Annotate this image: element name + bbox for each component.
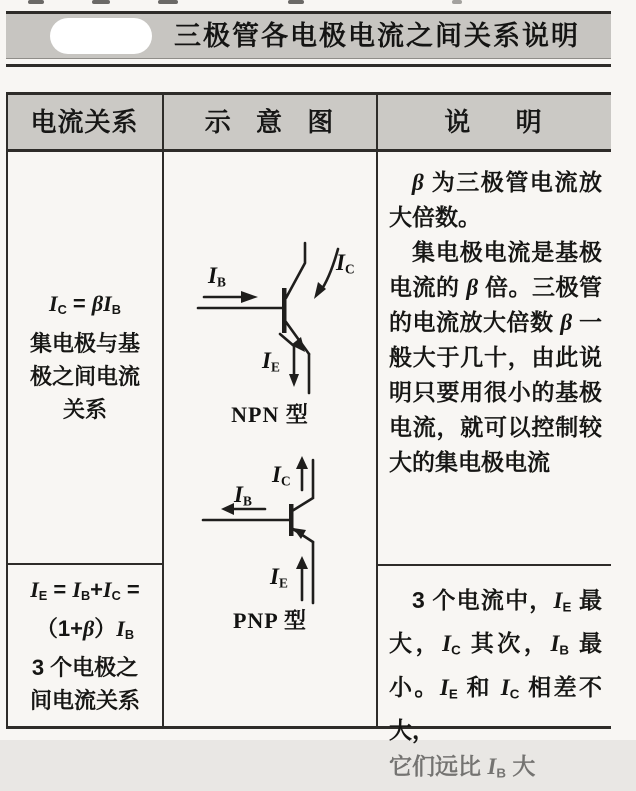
- page-title: 三极管各电极电流之间关系说明: [174, 21, 580, 51]
- relation-caption-line: 极之间电流: [29, 363, 140, 389]
- cell-explanation-row1: [389, 152, 602, 574]
- relation-caption-line: 间电流关系: [29, 688, 140, 714]
- pnp-ie-label: IE: [270, 564, 288, 591]
- pnp-ib-label: IB: [234, 482, 252, 509]
- title-band: [6, 14, 611, 59]
- formula-ic-beta-ib: IC = βIB: [49, 291, 121, 318]
- npn-ic-label: IC: [336, 250, 355, 277]
- explanation-paragraph: 3 个电流中，IE 最大，IC 其次，IB 最小。IE 和 IC 相差不大，: [389, 587, 603, 743]
- npn-caption: NPN 型: [231, 402, 309, 427]
- formula-ie-sum-line1: IE = IB+IC =: [30, 576, 140, 603]
- column-header-current-relation: 电流关系: [30, 107, 139, 137]
- column-header-explanation: 说 明: [444, 107, 544, 137]
- formula-ie-sum-line2: （1+β）IB: [35, 616, 135, 643]
- npn-ie-label: IE: [262, 348, 280, 375]
- column-divider-1: [162, 92, 164, 729]
- explanation-paragraph-faded: 它们远比 IB 大: [389, 752, 536, 781]
- redaction-blob: [50, 18, 152, 54]
- scan-artifact: [158, 0, 178, 4]
- divider-rule: [6, 64, 611, 67]
- cell-relation-row2: [8, 566, 162, 724]
- relation-caption-line: 3 个电极之: [31, 655, 139, 681]
- scan-artifact: [92, 0, 110, 4]
- column-divider-2: [376, 92, 378, 729]
- npn-ib-label: IB: [208, 263, 226, 290]
- explanation-paragraph: 集电极电流是基极电流的 β 倍。三极管的电流放大倍数 β 一般大于几十，由此说明只要用很小的基极电流，就可以控制较大的集电极电流: [389, 239, 603, 475]
- row-divider-left: [6, 563, 164, 565]
- explanation-paragraph: β 为三极管电流放大倍数。: [389, 169, 602, 230]
- scan-artifact: [452, 0, 462, 4]
- relation-caption-line: 关系: [62, 396, 107, 422]
- pnp-caption: PNP 型: [232, 608, 308, 633]
- cell-explanation-row2: [389, 566, 603, 781]
- relation-caption-line: 集电极与基: [29, 330, 140, 356]
- scan-artifact: [288, 0, 304, 4]
- pnp-ic-label: IC: [272, 462, 291, 489]
- scan-artifact: [28, 0, 44, 4]
- column-header-schematic: 示 意 图: [204, 107, 336, 137]
- cell-relation-row1: [8, 152, 162, 561]
- table-border-top: [6, 92, 611, 95]
